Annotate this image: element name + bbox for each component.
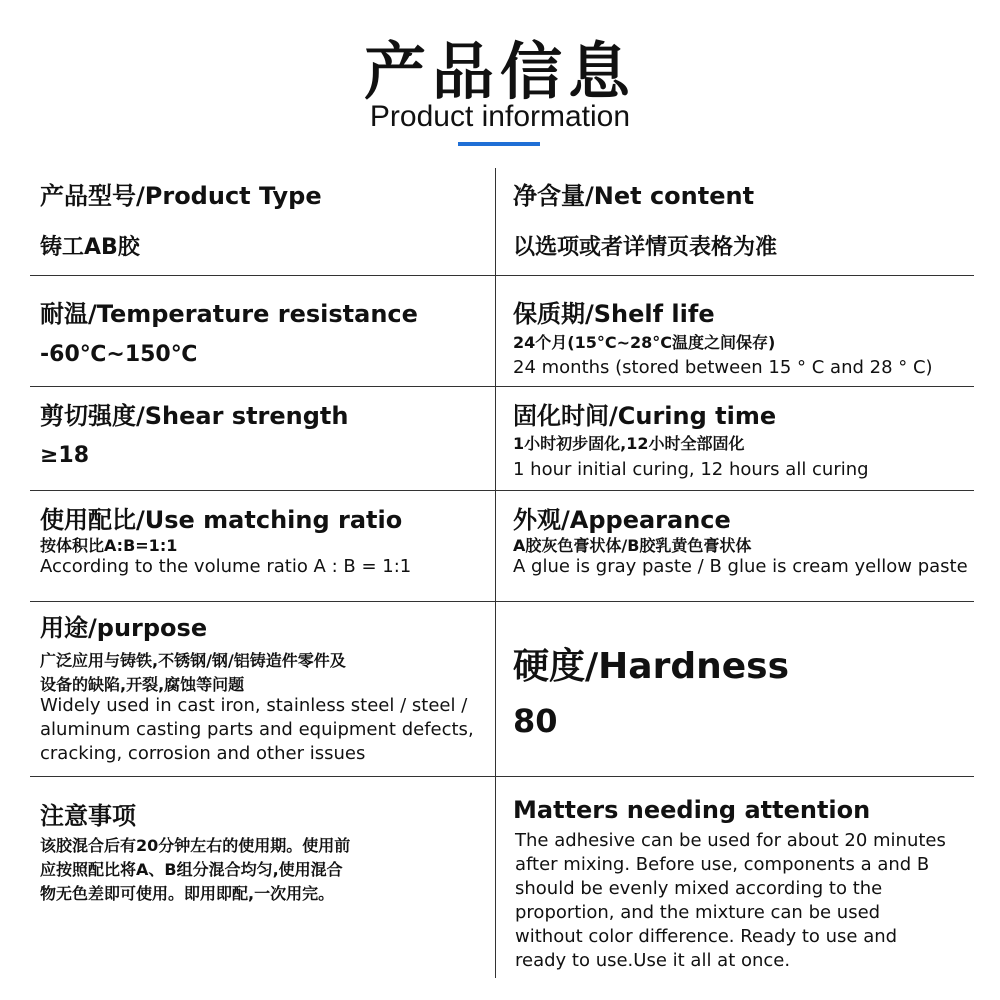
purpose-value-en-line: Widely used in cast iron, stainless steel / steel / xyxy=(40,695,468,716)
row-divider xyxy=(30,490,974,491)
column-divider xyxy=(495,168,496,978)
notes-value-cn-line: 物无色差即可使用。即用即配,一次用完。 xyxy=(40,884,335,903)
purpose-value-cn-line: 设备的缺陷,开裂,腐蚀等问题 xyxy=(40,675,245,694)
ratio-value-cn: 按体积比A:B=1:1 xyxy=(40,536,178,555)
attention-heading: Matters needing attention xyxy=(513,796,871,824)
temperature-heading: 耐温/Temperature resistance xyxy=(40,300,418,328)
notes-heading: 注意事项 xyxy=(40,802,136,830)
attention-value-en-line: should be evenly mixed according to the xyxy=(515,878,883,899)
purpose-value-en-line: cracking, corrosion and other issues xyxy=(40,743,366,764)
notes-value-cn-line: 该胶混合后有20分钟左右的使用期。使用前 xyxy=(40,836,351,855)
shelf-life-value-cn: 24个月(15°C~28°C温度之间保存) xyxy=(513,333,776,352)
hardness-value: 80 xyxy=(513,702,558,740)
notes-value-cn-line: 应按照配比将A、B组分混合均匀,使用混合 xyxy=(40,860,343,879)
attention-value-en-line: after mixing. Before use, components a and B xyxy=(515,854,930,875)
attention-value-en-line: without color difference. Ready to use and xyxy=(515,926,898,947)
attention-value-en-line: ready to use.Use it all at once. xyxy=(515,950,791,971)
ratio-heading: 使用配比/Use matching ratio xyxy=(40,506,403,534)
product-type-value: 铸工AB胶 xyxy=(40,235,140,260)
appearance-value-cn: A胶灰色膏状体/B胶乳黄色膏状体 xyxy=(513,536,752,555)
shear-strength-value: ≥18 xyxy=(40,443,90,468)
hardness-heading: 硬度/Hardness xyxy=(513,646,789,687)
ratio-value-en: According to the volume ratio A : B = 1:1 xyxy=(40,556,412,577)
shear-strength-heading: 剪切强度/Shear strength xyxy=(40,402,349,430)
attention-value-en-line: proportion, and the mixture can be used xyxy=(515,902,881,923)
row-divider xyxy=(30,275,974,276)
product-type-heading: 产品型号/Product Type xyxy=(40,182,322,210)
net-content-value: 以选项或者详情页表格为准 xyxy=(513,235,778,260)
title-underline xyxy=(458,142,540,146)
row-divider xyxy=(30,386,974,387)
purpose-value-en-line: aluminum casting parts and equipment defects, xyxy=(40,719,474,740)
page-subtitle: Product information xyxy=(369,100,631,133)
row-divider xyxy=(30,601,974,602)
curing-time-value-cn: 1小时初步固化,12小时全部固化 xyxy=(513,434,745,453)
net-content-heading: 净含量/Net content xyxy=(513,182,755,210)
row-divider xyxy=(30,776,974,777)
appearance-heading: 外观/Appearance xyxy=(513,506,731,534)
purpose-value-cn-line: 广泛应用与铸铁,不锈钢/钢/铝铸造件零件及 xyxy=(40,651,346,670)
attention-value-en-line: The adhesive can be used for about 20 minutes xyxy=(515,830,946,851)
curing-time-value-en: 1 hour initial curing, 12 hours all curing xyxy=(513,459,869,480)
appearance-value-en: A glue is gray paste / B glue is cream yellow paste xyxy=(513,556,968,577)
shelf-life-heading: 保质期/Shelf life xyxy=(513,300,715,328)
shelf-life-value-en: 24 months (stored between 15 ° C and 28 ° C) xyxy=(513,357,933,378)
temperature-value: -60℃~150℃ xyxy=(40,342,198,367)
page-title: 产品信息 xyxy=(363,35,636,108)
purpose-heading: 用途/purpose xyxy=(40,614,208,642)
curing-time-heading: 固化时间/Curing time xyxy=(513,402,777,430)
